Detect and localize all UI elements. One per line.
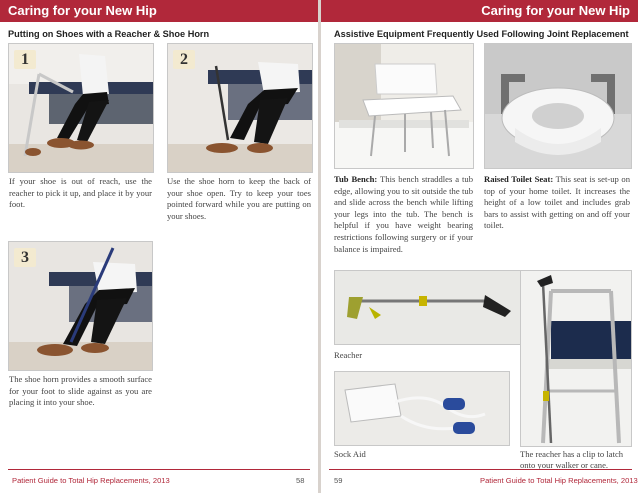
step-2-caption: Use the shoe horn to keep the back of your shoe open. Try to keep your toes pointed forward while you are putting on your shoes. bbox=[167, 176, 311, 221]
left-section-title: Putting on Shoes with a Reacher & Shoe Horn bbox=[8, 29, 210, 39]
walker-caption: The reacher has a clip to latch onto your walker or cane. bbox=[520, 449, 624, 470]
step-3-photo bbox=[8, 241, 153, 371]
reacher-photo bbox=[334, 270, 523, 345]
sock-aid-label: Sock Aid bbox=[334, 449, 366, 459]
step-1-caption: If your shoe is out of reach, use the reacher to pick it up, and place it by your foot. bbox=[9, 176, 152, 210]
tub-bench-photo bbox=[334, 43, 474, 169]
right-section-title: Assistive Equipment Frequently Used Following Joint Replacement bbox=[334, 29, 629, 39]
reacher-label: Reacher bbox=[334, 350, 363, 360]
toilet-seat-text: This seat is set-up on top of your home toilet. It increases the height of a low toilet and includes grab bars to assist with getting on and off your toilet. bbox=[484, 174, 630, 231]
tub-bench-text: This bench straddles a tub edge, allowing you to sit outside the tub and slide across the bench while lifting your legs into the tub. The bench is helpful if you have weight bearing restrictions following surgery or if your balance is impaired. bbox=[334, 174, 474, 254]
right-header-title: Caring for your New Hip bbox=[481, 3, 630, 18]
step-2-photo bbox=[167, 43, 313, 173]
right-page-number: 59 bbox=[334, 476, 343, 485]
left-page-number: 58 bbox=[296, 476, 305, 485]
step-2-number: 2 bbox=[173, 50, 195, 69]
right-footer-rule bbox=[329, 469, 632, 470]
toilet-seat-caption bbox=[484, 174, 630, 232]
right-header-band bbox=[321, 0, 638, 22]
right-page bbox=[321, 0, 638, 493]
step-3-number: 3 bbox=[14, 248, 36, 267]
left-footer-rule bbox=[8, 469, 310, 470]
step-1-number: 1 bbox=[14, 50, 36, 69]
left-page bbox=[0, 0, 318, 493]
toilet-seat-photo bbox=[484, 43, 632, 169]
toilet-seat-label: Raised Toilet Seat: bbox=[484, 174, 554, 184]
tub-bench-caption bbox=[334, 174, 473, 255]
step-3-caption: The shoe horn provides a smooth surface for your foot to slide against as you are placing it into your shoe. bbox=[9, 374, 152, 408]
tub-bench-label: Tub Bench: bbox=[334, 174, 378, 184]
right-footer-text: Patient Guide to Total Hip Replacements, 2013 bbox=[480, 476, 638, 485]
walker-photo bbox=[520, 270, 632, 447]
sock-aid-photo bbox=[334, 371, 510, 446]
step-1-photo bbox=[8, 43, 154, 173]
left-header-title: Caring for your New Hip bbox=[8, 3, 157, 18]
left-footer-text: Patient Guide to Total Hip Replacements, 2013 bbox=[12, 476, 170, 485]
left-header-band bbox=[0, 0, 318, 22]
